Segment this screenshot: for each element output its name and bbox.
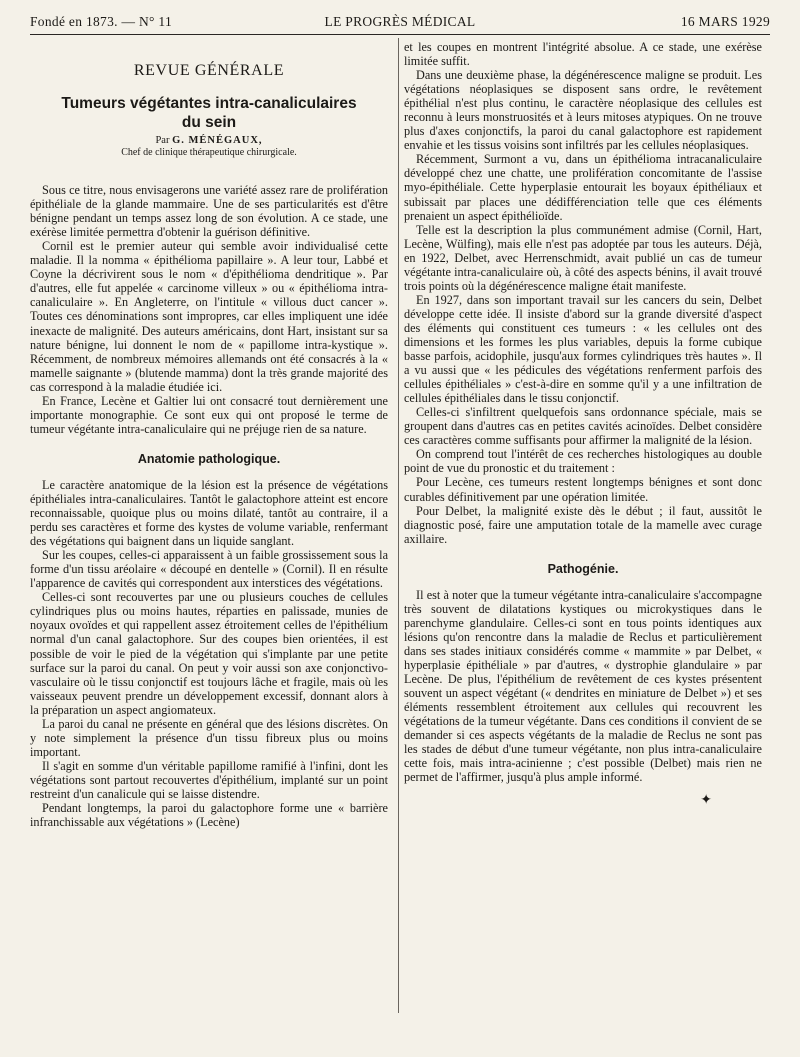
paragraph: Récemment, Surmont a vu, dans un épithélioma intracanaliculaire développé chez une chatte, une prolifération concomitante de l'assise myo-épithéliale. Cette hyperplasie entourait les boyaux épithéliaux et subissait par places une dédifférenciation telle que ces éléments prenaient un aspect épithélioïde. [404,152,762,223]
paragraph: Celles-ci sont recouvertes par une ou plusieurs couches de cellules cylindriques plus ou moins hautes, réparties en palissade, munies de noyaux ovoïdes et qui rappellent assez étroitement celles de l'épithélium normal d'un canal galactophore. Sur des coupes bien orientées, il est possible de voir le pied de la végétation qui s'implante par une petite surface sur la paroi du canal. On peut y voir aussi son axe conjonctivo-vasculaire où le tissu conjonctif est toujours lâche et fragile, mais où les vaisseaux peuvent prendre un développement excessif, donnant alors à la préparation un aspect angiomateux. [30,590,388,717]
end-ornament-icon: ✦ [700,793,712,809]
paragraph: Celles-ci s'infiltrent quelquefois sans ordonnance spéciale, mais se groupent dans d'autres cas en petites cavités acinoïdes. Delbet considère ces caractères comme suffisants pour affirmer la malignité de la lésion. [404,405,762,448]
paragraph: Il s'agit en somme d'un véritable papillome ramifié à l'infini, dont les végétations sont partout recouvertes d'épithélium, implanté sur un point restreint d'un canalicule qui se laisse distendre. [30,758,388,801]
article-title-line-2: du sein [181,114,237,132]
header-journal-title: LE PROGRÈS MÉDICAL [324,14,476,29]
paragraph-continuation: et les coupes en montrent l'intégrité absolue. A ce stade, une exérèse limitée suffit. [404,40,762,69]
paragraph: Pour Lecène, ces tumeurs restent longtemps bénignes et sont donc curables définitivement par une opération limitée. [404,475,762,504]
byline-prefix: Par [155,135,170,147]
paragraph: On comprend tout l'intérêt de ces recherches histologiques au double point de vue du pronostic et du traitement : [404,447,762,476]
header-founded: Fondé en 1873. — N° 11 [30,14,172,29]
paragraph: Cornil est le premier auteur qui semble avoir individualisé cette maladie. Il la nomma « épithélioma papillaire ». A leur tour, Labbé et Coyne la décrivirent sous le nom « d'épithélioma dendritique ». Par d'autres, elle fut appelée « carcinome villeux » ou « épithélioma intra-canaliculaire ». En Angleterre, on l'intitule « villous duct cancer ». Toutes ces dénominations sont impropres, car elles impliquent une idée inexacte de malignité. Des auteurs américains, dont Hart, insistant sur sa nature bénigne, lui donnent le nom de « papillome intra-kystique ». Récemment, de nombreux mémoires allemands ont été consacrés à la « mamelle saignante » (blutende mamma) dont la très grande majorité des cas correspond à la maladie étudiée ici. [30,239,388,394]
author-affiliation: Chef de clinique thérapeutique chirurgicale. [121,147,297,159]
column-divider [398,38,399,1013]
header-rule [30,34,770,35]
subheading-pathogenie: Pathogénie. [547,561,619,576]
paragraph: Il est à noter que la tumeur végétante intra-canaliculaire s'accompagne très souvent de dilatations kystiques ou microkystiques dans le parenchyme glandulaire. Celles-ci sont en tous points identiques aux lésions qu'on rencontre dans la maladie de Reclus et particulièrement dans ses stades initiaux considérés comme « mammite » par Delbet, « hyperplasie épithéliale » par d'autres, « dystrophie glandulaire » par Lecène. De plus, l'épithélium de revêtement de ces kystes présentent souvent un aspect végétant (« dendrites en miniature de Delbet ») et ses éléments ressemblent étroitement aux cellules qui recouvrent les végétations de la tumeur végétante. Dans ces conditions il convient de se demander si ces aspects végétants de la maladie de Reclus ne sont pas les stades de début d'une tumeur végétante, non plus intra-canaliculaire cette fois, mais intra-acinienne ; c'est possible (Delbet) mais rien ne permet de l'affirmer, jusqu'à plus ample informé. [404,587,762,785]
paragraph: Sur les coupes, celles-ci apparaissent à un faible grossissement sous la forme d'un tissu aréolaire « découpé en dentelle » (Cornil). Il en résulte l'apparence de cavités qui correspondent aux interstices des végétations. [30,548,388,591]
paragraph: Pendant longtemps, la paroi du galactophore forme une « barrière infranchissable aux végétations » (Lecène) [30,801,388,830]
article-title-line-1: Tumeurs végétantes intra-canaliculaires [61,95,357,113]
running-header [30,14,770,34]
subheading-anatomie: Anatomie pathologique. [137,451,281,466]
section-title: REVUE GÉNÉRALE [133,62,285,79]
header-date: 16 MARS 1929 [680,14,770,29]
paragraph: Pour Delbet, la malignité existe dès le début ; il faut, aussitôt le diagnostic posé, faire une amputation totale de la mamelle avec curage axillaire. [404,503,762,546]
right-column [404,40,762,808]
paragraph: Telle est la description la plus communément admise (Cornil, Hart, Lecène, Wülfing), mais elle n'est pas adoptée par tous les auteurs. Déjà, en 1922, Delbet, avec Herrenschmidt, avait publié un cas de tumeur végétante intra-canaliculaire où, à côté des aspects bénins, il avait trouvé trois points où la dégénérescence maligne était manifeste. [404,222,762,293]
byline [30,135,388,147]
author-name: G. MÉNÉGAUX, [172,135,263,147]
paragraph: En 1927, dans son important travail sur les cancers du sein, Delbet développe cette idée. Il insiste d'abord sur la grande diversité d'aspect des éléments qui constituent ces tumeurs : « les cellules ont des dimensions et les formes les plus variables, depuis la forme cubique basse parfois, acidophile, jusqu'aux formes cylindriques très hautes ». Il a vu aussi que « les pédicules des végétations renferment parfois des cellules épithéliales » c'est-à-dire en somme qu'il y a une infiltration de cellules épithéliales dans le tissu conjonctif. [404,292,762,406]
left-column [30,44,388,829]
paragraph: Sous ce titre, nous envisagerons une variété assez rare de prolifération épithéliale de la glande mammaire. Une de ses particularités est d'être bénigne pendant un temps assez long de son évolution. A ce stade, une exérèse limitée permettra d'obtenir la guérison définitive. [30,183,388,240]
paragraph: Le caractère anatomique de la lésion est la présence de végétations épithéliales intra-canaliculaires. Tantôt le galactophore atteint est encore reconnaissable, quoique plus ou moins dilaté, tantôt au contraire, il a perdu ses caractères et forme des kystes de volume variable, renfermant des végétations qui baignent dans un liquide sanglant. [30,477,388,549]
paragraph: Dans une deuxième phase, la dégénérescence maligne se produit. Les végétations néoplasiques se disposent sans ordre, le revêtement épithélial n'est plus continu, le caractère néoplasique des cellules est reconnu à leurs monstruosités et à leurs mitoses atypiques. On ne trouve plus d'axes conjonctifs, la paroi du canal galactophore est rapidement envahie et les tissus voisins sont infiltrés par les cellules néoplasiques. [404,68,762,153]
paragraph: En France, Lecène et Galtier lui ont consacré tout dernièrement une importante monographie. Ce sont eux qui ont proposé le terme de tumeur végétante intra-canaliculaire qui ne préjuge rien de sa nature. [30,393,388,436]
paragraph: La paroi du canal ne présente en général que des lésions discrètes. On y note simplement la présence d'un tissu fibreux plus ou moins important. [30,716,388,759]
